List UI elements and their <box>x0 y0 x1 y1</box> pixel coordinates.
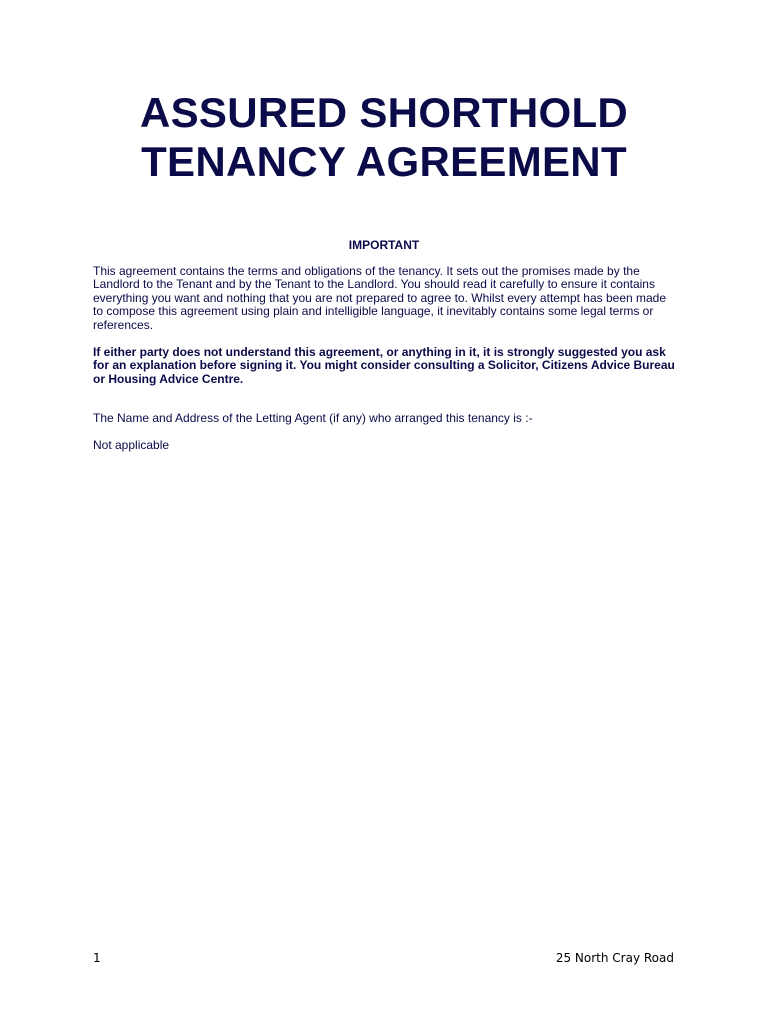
intro-paragraph: This agreement contains the terms and obligations of the tenancy. It sets out the promises made by the Landlord to the Tenant and by the Tenant to the Landlord. You should read it carefully to ensure it contains everything you want and nothing that you are not prepared to agree to. Whilst every attempt has been made to compose this agreement using plain and intelligible language, it inevitably contains some legal terms or references. <box>93 264 667 332</box>
warning-paragraph: If either party does not understand this agreement, or anything in it, it is strongly suggested you ask for an explanation before signing it. You might consider consulting a Solicitor, Citizens Advice Bureau or Housing Advice Centre. <box>93 345 675 386</box>
page-number: 1 <box>93 951 101 965</box>
document-title <box>0 88 768 186</box>
title-line-1: ASSURED SHORTHOLD <box>139 89 629 136</box>
letting-agent-value: Not applicable <box>93 438 170 452</box>
letting-agent-label: The Name and Address of the Letting Agent (if any) who arranged this tenancy is :- <box>93 411 533 425</box>
footer-property-address: 25 North Cray Road <box>555 951 674 965</box>
title-line-2: TENANCY AGREEMENT <box>141 138 627 185</box>
important-heading: IMPORTANT <box>348 238 420 252</box>
